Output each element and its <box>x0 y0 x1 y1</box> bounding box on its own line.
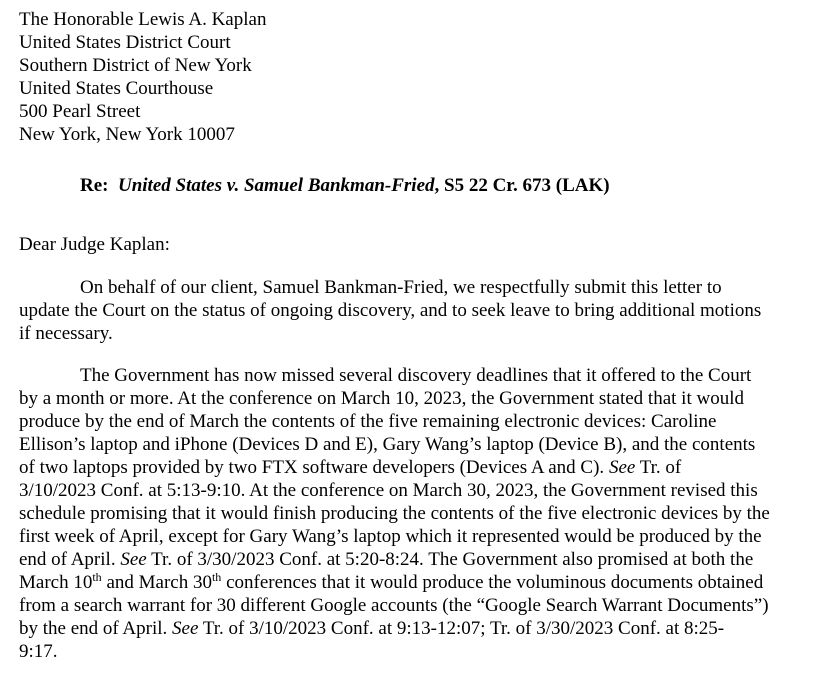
letter-page <box>19 8 819 663</box>
paragraph-intro <box>19 276 819 345</box>
paragraph-line: first week of April, except for Gary Wang’s laptop which it represented would be produced by the <box>19 526 762 547</box>
paragraph-line: Ellison’s laptop and iPhone (Devices D and E), Gary Wang’s laptop (Device B), and the contents <box>19 434 756 455</box>
paragraph-line: 3/10/2023 Conf. at 5:13-9:10. At the conference on March 30, 2023, the Government revised this <box>19 480 758 501</box>
paragraph-line <box>19 456 819 479</box>
address-line-courthouse: United States Courthouse <box>19 78 214 99</box>
paragraph-line: 9:17. <box>19 641 58 662</box>
address-line-city: New York, New York 10007 <box>19 124 235 145</box>
ordinal-suffix: th <box>92 570 102 584</box>
paragraph-line: update the Court on the status of ongoing discovery, and to seek leave to bring additional motions <box>19 300 762 321</box>
case-name: United States v. Samuel Bankman-Fried <box>117 175 435 196</box>
re-line <box>19 174 819 197</box>
address-line-street: 500 Pearl Street <box>19 101 141 122</box>
text-run: and March 30 <box>101 572 212 593</box>
text-run: end of April. <box>19 549 121 570</box>
address-line-judge: The Honorable Lewis A. Kaplan <box>19 9 267 30</box>
text-run: Tr. of 3/10/2023 Conf. at 9:13-12:07; Tr. of 3/30/2023 Conf. at 8:25- <box>198 618 725 639</box>
salutation: Dear Judge Kaplan: <box>19 234 170 255</box>
text-run: conferences that it would produce the voluminous documents obtained <box>221 572 764 593</box>
paragraph-line: if necessary. <box>19 323 113 344</box>
paragraph-line: by a month or more. At the conference on March 10, 2023, the Government stated that it would <box>19 388 744 409</box>
recipient-address <box>19 8 819 146</box>
paragraph-line: from a search warrant for 30 different Google accounts (the “Google Search Warrant Documents”) <box>19 595 769 616</box>
paragraph-line <box>19 617 819 640</box>
paragraph-line <box>19 571 819 594</box>
paragraph-line: produce by the end of March the contents of the five remaining electronic devices: Caroline <box>19 411 717 432</box>
citation-signal: See <box>120 549 147 570</box>
ordinal-suffix: th <box>211 570 222 584</box>
re-prefix: Re: <box>80 175 109 196</box>
paragraph-line <box>19 548 819 571</box>
text-run: by the end of April. <box>19 618 173 639</box>
text-run: Tr. of 3/30/2023 Conf. at 5:20-8:24. The Government also promised at both the <box>146 549 754 570</box>
text-run: Tr. of <box>635 457 682 478</box>
address-line-district: Southern District of New York <box>19 55 252 76</box>
paragraph-line: The Government has now missed several discovery deadlines that it offered to the Court <box>80 365 752 386</box>
text-run: March 10 <box>19 572 93 593</box>
text-run: of two laptops provided by two FTX software developers (Devices A and C). <box>19 457 609 478</box>
paragraph-deadlines <box>19 364 819 663</box>
citation-signal: See <box>608 457 636 478</box>
case-number: , S5 22 Cr. 673 (LAK) <box>434 175 610 196</box>
paragraph-line: schedule promising that it would finish producing the contents of the five electronic devices by the <box>19 503 770 524</box>
paragraph-line: On behalf of our client, Samuel Bankman-Fried, we respectfully submit this letter to <box>80 277 722 298</box>
address-line-court: United States District Court <box>19 32 231 53</box>
citation-signal: See <box>172 618 199 639</box>
